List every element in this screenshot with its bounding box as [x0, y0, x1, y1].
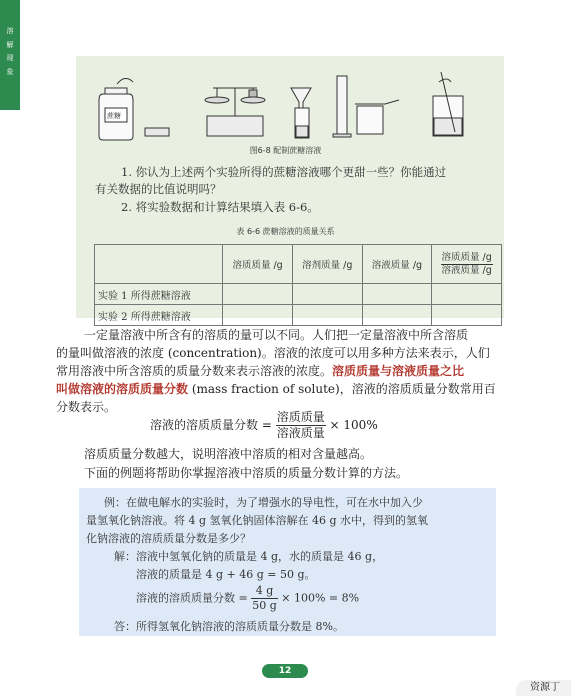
body-line: 一定量溶液中所含有的溶质的量可以不同。人们把一定量溶液中所含溶质 [84, 328, 469, 342]
row-label: 实验 1 所得蔗糖溶液 [95, 284, 223, 305]
ratio-denominator: 溶液质量 /g [441, 264, 492, 276]
header-solute-mass: 溶质质量 /g [223, 245, 293, 284]
body-line: 的量叫做溶液的浓度 (concentration)。溶液的浓度可以用多种方法来表示，人们 [56, 346, 490, 360]
solution-denominator: 50 g [252, 598, 277, 612]
figure-caption: 图6-8 配制蔗糖溶液 [249, 146, 322, 155]
side-tab-char: 解 [6, 40, 14, 49]
side-tab-char: 溶 [6, 27, 14, 35]
table-cell [362, 305, 432, 326]
solution-formula [136, 584, 359, 613]
page-number: 12 [262, 664, 308, 678]
balance-illustration [205, 88, 265, 136]
question-2: 2. 将实验数据和计算结果填入表 6-6。 [121, 200, 319, 214]
body-text: (mass fraction of solute)，溶液的溶质质量分数常用百 [188, 382, 496, 396]
header-solution-mass: 溶液质量 /g [362, 245, 432, 284]
table-cell [362, 284, 432, 305]
stirring-beaker-illustration [433, 72, 463, 136]
solution-formula-lhs: 溶液的溶质质量分数 = [136, 591, 248, 605]
table-corner-cell [95, 245, 223, 284]
solution-numerator: 4 g [251, 584, 278, 599]
side-tab-char: 现 [6, 54, 14, 63]
body-line: 分数表示。 [56, 400, 117, 414]
body-line [56, 380, 520, 398]
body-line: 下面的例题将帮助你掌握溶液中溶质的质量分数计算的方法。 [84, 466, 409, 480]
header-solvent-mass: 溶剂质量 /g [292, 245, 362, 284]
sugar-mass-table [94, 244, 502, 326]
jar-label: 蔗糖 [107, 112, 121, 120]
example-line: 化钠溶液的溶质质量分数是多少？ [86, 532, 251, 545]
formula-lhs: 溶液的溶质质量分数 = [150, 418, 272, 432]
definition-highlight: 叫做溶液的溶质质量分数 [56, 382, 189, 396]
table-cell [432, 305, 502, 326]
table-cell [432, 284, 502, 305]
sugar-solution-figure [95, 66, 495, 146]
cylinder-illustration [333, 76, 399, 137]
formula-numerator: 溶质质量 [276, 410, 325, 424]
example-line: 量氢氧化钠溶液。将 4 g 氢氧化钠固体溶解在 46 g 水中，得到的氢氧 [86, 514, 429, 527]
table-header-row [95, 245, 502, 284]
table-row [95, 305, 502, 326]
solution-line: 解：溶液中氢氧化钠的质量是 4 g，水的质量是 46 g， [114, 550, 384, 563]
example-line: 例：在做电解水的实验时，为了增强水的导电性，可在水中加入少 [104, 496, 423, 509]
header-ratio [432, 245, 502, 284]
definition-highlight: 溶质质量与溶液质量之比 [332, 364, 465, 378]
answer-line: 答：所得氢氧化钠溶液的溶质质量分数是 8%。 [114, 620, 344, 633]
formula-rhs: × 100% [329, 418, 378, 432]
table-row [95, 284, 502, 305]
body-line: 溶质质量分数越大，说明溶液中溶质的相对含量越高。 [84, 447, 373, 461]
question-1-cont: 有关数据的比值说明吗？ [95, 182, 222, 196]
table-cell [223, 305, 293, 326]
solution-formula-rhs: × 100% = 8% [281, 591, 360, 605]
body-line [56, 362, 520, 380]
table-cell [223, 284, 293, 305]
table-caption: 表 6-6 蔗糖溶液的质量关系 [236, 227, 335, 236]
row-label: 实验 2 所得蔗糖溶液 [95, 305, 223, 326]
ratio-numerator: 溶质质量 /g [441, 251, 492, 263]
question-1: 1. 你认为上述两个实验所得的蔗糖溶液哪个更甜一些？你能通过 [121, 165, 447, 179]
formula-denominator: 溶液质量 [276, 426, 325, 440]
sugar-jar-illustration [99, 78, 133, 140]
funnel-illustration [291, 88, 311, 138]
mass-fraction-formula [150, 410, 378, 441]
side-tab-char: 象 [6, 68, 14, 77]
table-cell [292, 305, 362, 326]
body-text: 常用溶液中所含溶质的质量分数来表示溶液的浓度。 [56, 364, 333, 378]
watermark: 资源丁 [516, 680, 571, 696]
solution-line: 溶液的质量是 4 g + 46 g = 50 g。 [136, 568, 316, 581]
chapter-side-tab [0, 0, 20, 110]
table-cell [292, 284, 362, 305]
